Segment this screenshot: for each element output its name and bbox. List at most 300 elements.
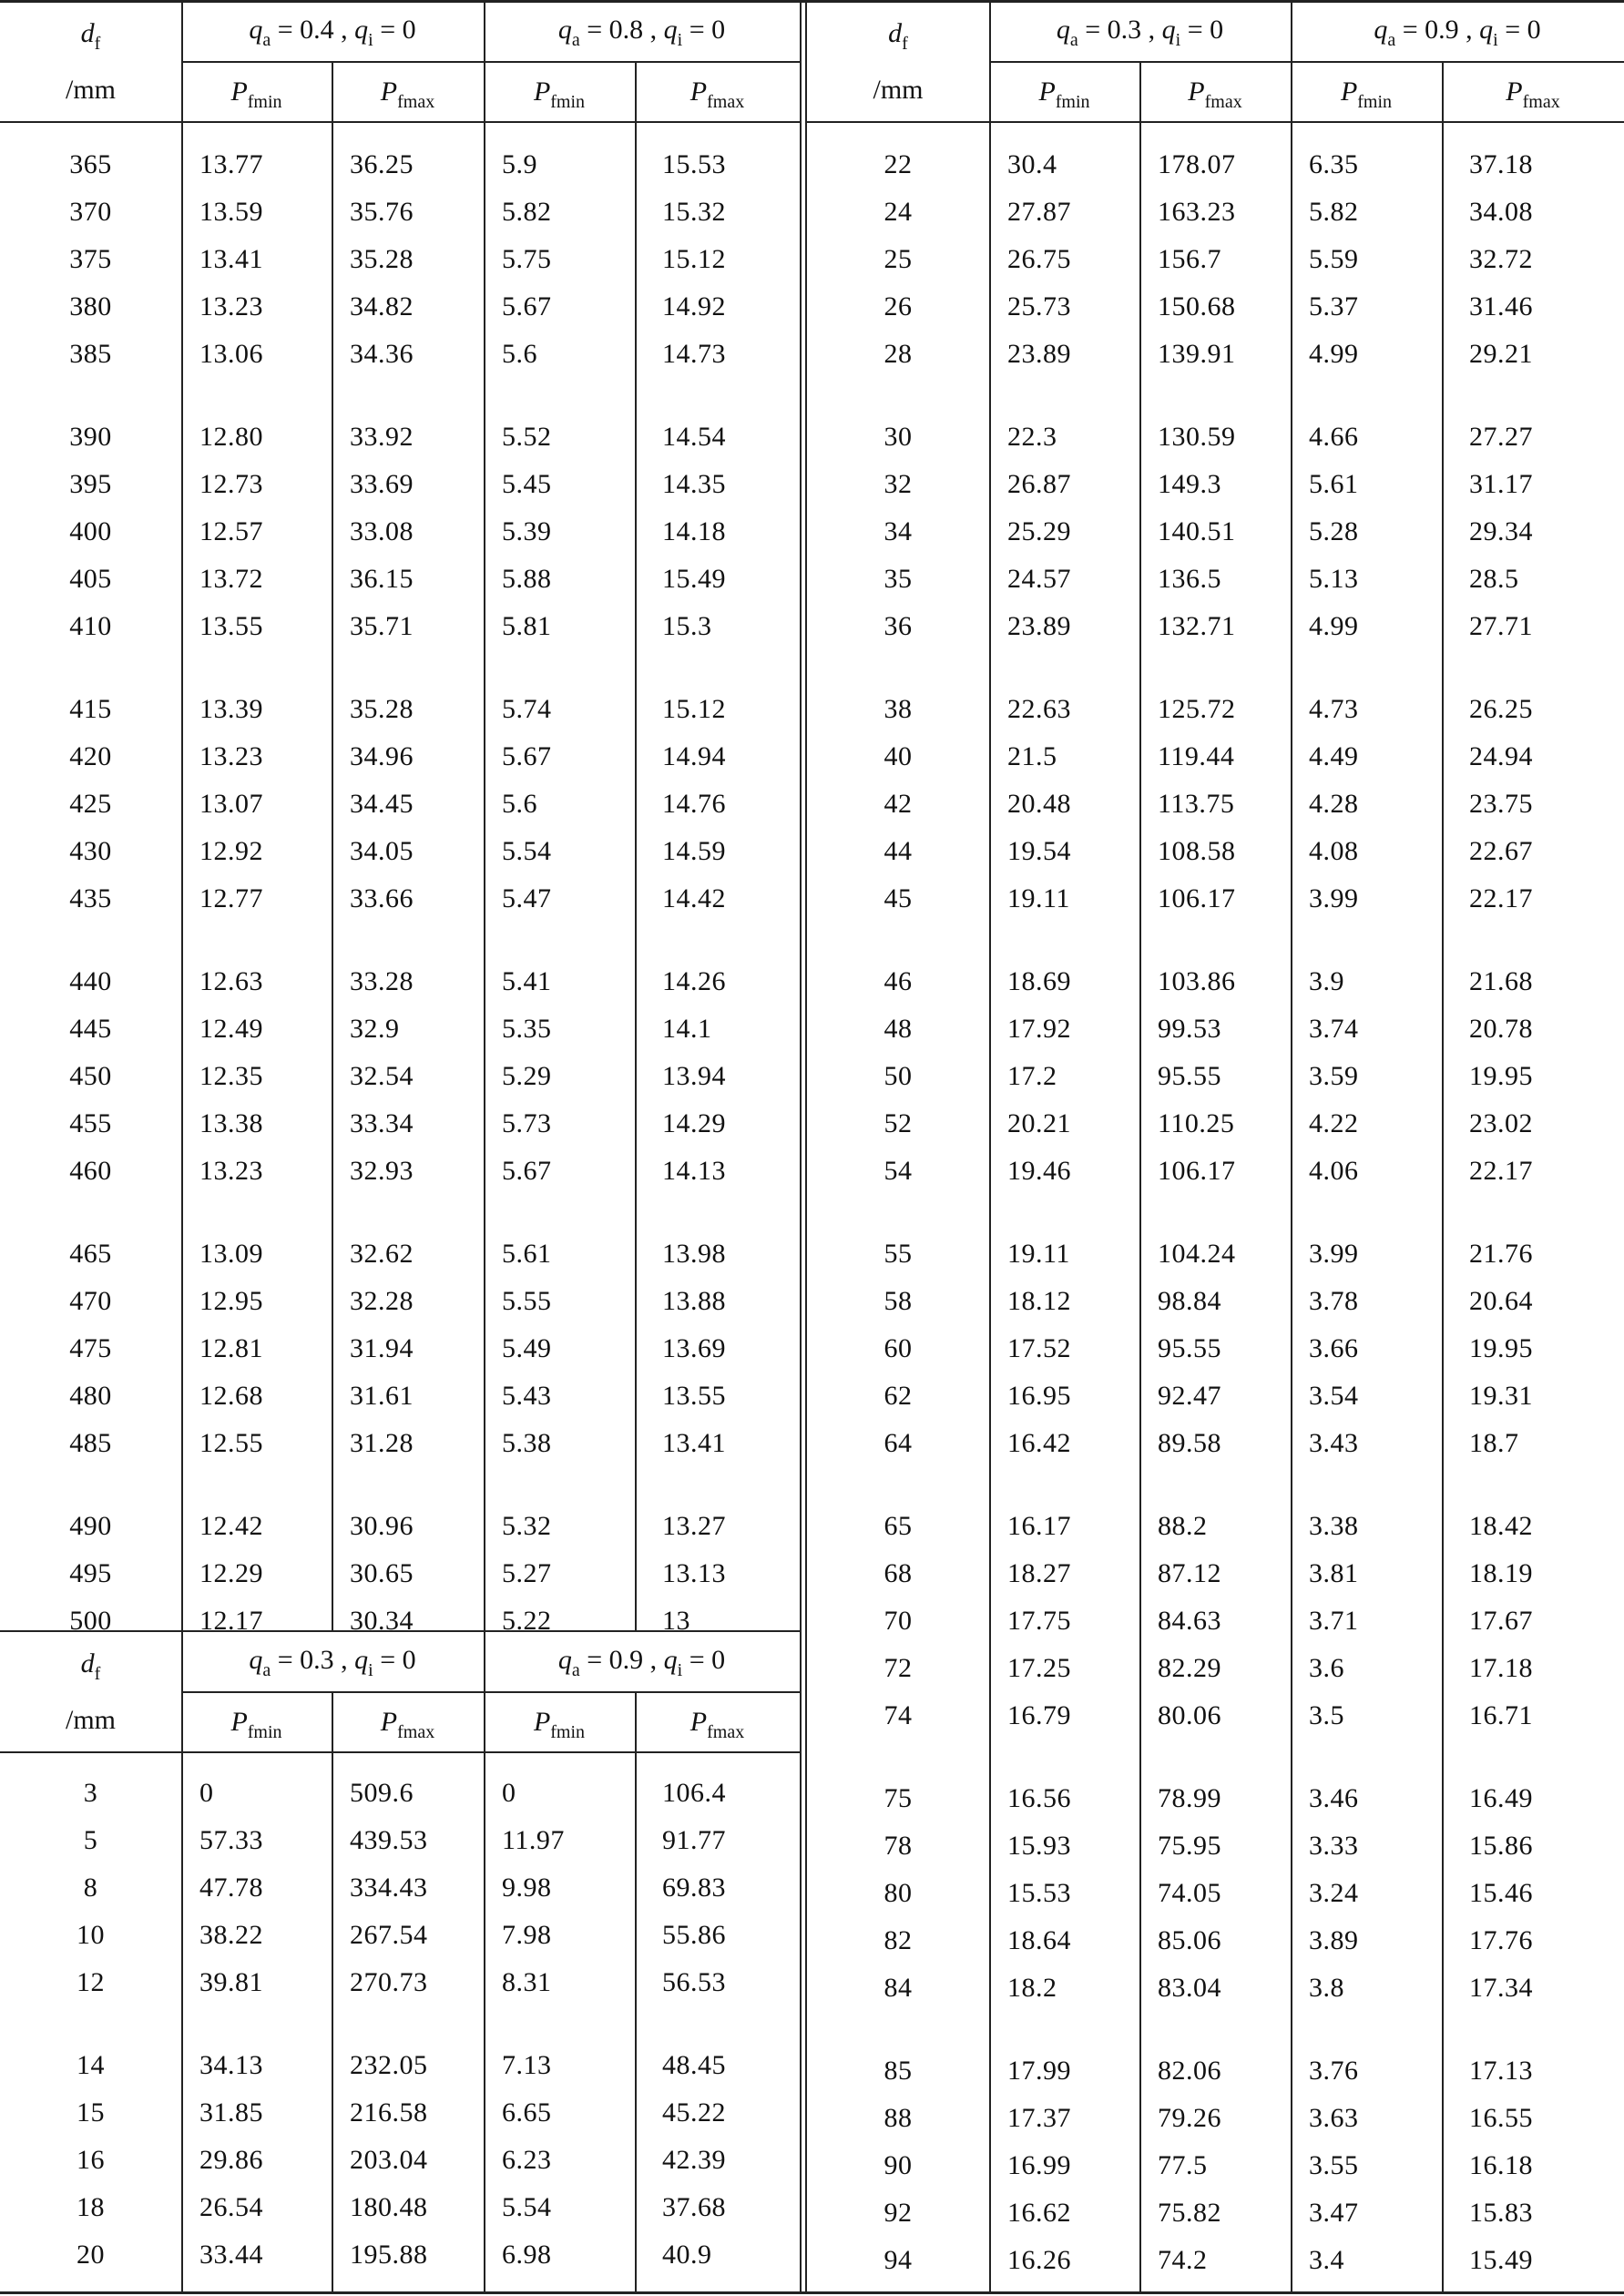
left-top-p2min-cell: 5.38 <box>502 1428 552 1458</box>
right-p1min-cell: 15.53 <box>1007 1878 1071 1908</box>
right-p1min-cell: 27.87 <box>1007 197 1071 227</box>
right-p1max-cell: 136.5 <box>1158 564 1221 594</box>
left-top-group2-label: $q_a = 0.8$ , $q_i = 0$ <box>557 15 726 50</box>
left-top-p2min-cell: 5.67 <box>502 1156 552 1186</box>
right-p1min-cell: 16.42 <box>1007 1428 1071 1458</box>
right-df-cell: 60 <box>883 1333 913 1363</box>
right-col-rule <box>989 0 991 2293</box>
left-top-p2min-cell: 5.54 <box>502 836 552 866</box>
right-p2max-cell: 37.18 <box>1469 149 1533 179</box>
left-bottom-p2max-cell: 37.68 <box>662 2192 726 2222</box>
right-p1max-cell: 178.07 <box>1158 149 1236 179</box>
left-top-p1min-cell: 12.35 <box>199 1061 263 1091</box>
right-p1max-cell: 75.95 <box>1158 1831 1221 1861</box>
right-p2max-cell: 31.46 <box>1469 291 1533 321</box>
left-bottom-p2max-cell: 45.22 <box>662 2097 726 2128</box>
left-top-p1min-cell: 13.72 <box>199 564 263 594</box>
left-bottom-p2max-cell: 69.83 <box>662 1873 726 1903</box>
right-p1min-cell: 15.93 <box>1007 1831 1071 1861</box>
right-p1max-cell: 110.25 <box>1158 1108 1235 1138</box>
left-bottom-g2-pmax: $P_{fmax}$ <box>689 1707 745 1742</box>
left-top-p2max-cell: 14.29 <box>662 1108 726 1138</box>
right-p1max-cell: 78.99 <box>1158 1783 1221 1813</box>
left-bottom-p2max-cell: 40.9 <box>662 2240 712 2270</box>
right-p1min-cell: 17.37 <box>1007 2103 1071 2133</box>
right-p1min-cell: 19.54 <box>1007 836 1071 866</box>
right-p2min-cell: 5.37 <box>1309 291 1359 321</box>
right-p2max-cell: 27.27 <box>1469 422 1533 452</box>
left-top-p2max-cell: 13.94 <box>662 1061 726 1091</box>
left-top-p2max-cell: 14.26 <box>662 966 726 996</box>
right-p1max-cell: 74.05 <box>1158 1878 1221 1908</box>
right-df-cell: 74 <box>883 1700 913 1730</box>
right-df-cell: 34 <box>883 516 913 546</box>
right-p1min-cell: 18.27 <box>1007 1558 1071 1588</box>
left-bottom-df-cell: 20 <box>77 2240 105 2270</box>
right-df-cell: 92 <box>883 2198 913 2228</box>
right-p2min-cell: 3.74 <box>1309 1014 1359 1044</box>
left-top-p2min-cell: 5.9 <box>502 149 537 179</box>
right-p2max-cell: 16.49 <box>1469 1783 1533 1813</box>
right-p2max-cell: 32.72 <box>1469 244 1533 274</box>
right-df-cell: 62 <box>883 1381 913 1411</box>
left-top-p1max-cell: 31.28 <box>350 1428 414 1458</box>
right-p2max-cell: 22.17 <box>1469 1156 1533 1186</box>
right-p1max-cell: 103.86 <box>1158 966 1236 996</box>
right-p1max-cell: 77.5 <box>1158 2150 1208 2180</box>
right-df-cell: 64 <box>883 1428 913 1458</box>
right-p2min-cell: 3.46 <box>1309 1783 1359 1813</box>
right-p1max-cell: 106.17 <box>1158 1156 1236 1186</box>
left-top-p1max-cell: 35.76 <box>350 197 414 227</box>
right-p1min-cell: 21.5 <box>1007 741 1057 771</box>
right-df-cell: 44 <box>883 836 913 866</box>
left-bottom-p1min-cell: 57.33 <box>199 1825 263 1855</box>
left-top-df-cell: 375 <box>69 244 112 274</box>
right-p2max-cell: 17.34 <box>1469 1973 1533 2003</box>
right-p2max-cell: 18.7 <box>1469 1428 1519 1458</box>
right-p1min-cell: 22.3 <box>1007 422 1057 452</box>
right-p1min-cell: 19.46 <box>1007 1156 1071 1186</box>
left-bottom-p1max-cell: 232.05 <box>350 2050 428 2080</box>
left-bottom-group2-label: $q_a = 0.9$ , $q_i = 0$ <box>557 1645 726 1680</box>
left-bottom-p2min-cell: 7.98 <box>502 1920 552 1950</box>
left-top-p1max-cell: 34.05 <box>350 836 414 866</box>
right-df-cell: 52 <box>883 1108 913 1138</box>
left-top-p2min-cell: 5.67 <box>502 291 552 321</box>
left-top-p1min-cell: 13.38 <box>199 1108 263 1138</box>
right-p1min-cell: 18.2 <box>1007 1973 1057 2003</box>
right-df-cell: 94 <box>883 2245 913 2275</box>
left-bottom-df-cell: 12 <box>77 1967 105 1997</box>
left-bottom-p1min-cell: 39.81 <box>199 1967 263 1997</box>
left-top-p2min-cell: 5.67 <box>502 741 552 771</box>
right-p2max-cell: 29.34 <box>1469 516 1533 546</box>
right-p2max-cell: 18.19 <box>1469 1558 1533 1588</box>
left-top-p2min-cell: 5.49 <box>502 1333 552 1363</box>
right-p1max-cell: 89.58 <box>1158 1428 1221 1458</box>
left-top-p2min-cell: 5.6 <box>502 339 537 369</box>
left-top-df-cell: 485 <box>69 1428 112 1458</box>
right-p1max-cell: 83.04 <box>1158 1973 1221 2003</box>
left-top-df-cell: 445 <box>69 1014 112 1044</box>
right-p2max-cell: 21.76 <box>1469 1239 1533 1269</box>
left-top-p2max-cell: 15.49 <box>662 564 726 594</box>
right-group1-label: $q_a = 0.3$ , $q_i = 0$ <box>1056 15 1224 50</box>
left-top-p2max-cell: 13.41 <box>662 1428 726 1458</box>
left-bottom-p2min-cell: 5.54 <box>502 2192 552 2222</box>
right-p1min-cell: 30.4 <box>1007 149 1057 179</box>
left-top-p2min-cell: 5.61 <box>502 1239 552 1269</box>
right-p2min-cell: 3.24 <box>1309 1878 1359 1908</box>
left-top-p2min-cell: 5.29 <box>502 1061 552 1091</box>
left-bottom-p1max-cell: 216.58 <box>350 2097 428 2128</box>
left-top-p1max-cell: 33.08 <box>350 516 414 546</box>
right-df-cell: 54 <box>883 1156 913 1186</box>
right-p2max-cell: 31.17 <box>1469 469 1533 499</box>
left-top-p1min-cell: 13.06 <box>199 339 263 369</box>
left-top-df-cell: 420 <box>69 741 112 771</box>
right-p1min-cell: 16.95 <box>1007 1381 1071 1411</box>
left-top-p2min-cell: 5.27 <box>502 1558 552 1588</box>
right-p2min-cell: 3.4 <box>1309 2245 1344 2275</box>
right-p2max-cell: 19.31 <box>1469 1381 1533 1411</box>
left-top-p1min-cell: 13.07 <box>199 789 263 819</box>
left-top-p1min-cell: 12.49 <box>199 1014 263 1044</box>
left-top-p1max-cell: 35.28 <box>350 244 414 274</box>
right-p1max-cell: 95.55 <box>1158 1333 1221 1363</box>
left-bottom-df-cell: 16 <box>77 2145 105 2175</box>
left-top-p1max-cell: 32.9 <box>350 1014 400 1044</box>
left-top-df-cell: 460 <box>69 1156 112 1186</box>
left-bottom-p1min-cell: 26.54 <box>199 2192 263 2222</box>
left-top-p1max-cell: 35.28 <box>350 694 414 724</box>
right-p1min-cell: 19.11 <box>1007 1239 1070 1269</box>
right-p2min-cell: 3.9 <box>1309 966 1344 996</box>
left-top-p2max-cell: 13.55 <box>662 1381 726 1411</box>
left-top-df-cell: 410 <box>69 611 112 641</box>
left-top-p1min-cell: 12.81 <box>199 1333 263 1363</box>
right-p2max-cell: 17.13 <box>1469 2056 1533 2086</box>
bottom-border <box>0 2291 1624 2294</box>
right-p2min-cell: 3.5 <box>1309 1700 1344 1730</box>
left-top-p1min-cell: 12.29 <box>199 1558 263 1588</box>
right-p2max-cell: 29.21 <box>1469 339 1533 369</box>
left-bottom-p1max-cell: 270.73 <box>350 1967 428 1997</box>
right-p2min-cell: 5.28 <box>1309 516 1359 546</box>
left-bottom-g2-pmin: $P_{fmin}$ <box>533 1707 586 1742</box>
left-top-p1min-cell: 12.77 <box>199 883 263 913</box>
right-p2min-cell: 3.8 <box>1309 1973 1344 2003</box>
left-top-group1-label: $q_a = 0.4$ , $q_i = 0$ <box>249 15 416 50</box>
left-bottom-p2max-cell: 91.77 <box>662 1825 726 1855</box>
left-header-mid-rule <box>181 61 800 63</box>
left-top-p2max-cell: 15.32 <box>662 197 726 227</box>
left-top-df-cell: 390 <box>69 422 112 452</box>
right-p1min-cell: 16.17 <box>1007 1511 1071 1541</box>
left-bottom-df-cell: 14 <box>77 2050 105 2080</box>
right-df-cell: 70 <box>883 1606 913 1636</box>
left-top-df-cell: 430 <box>69 836 112 866</box>
right-df-cell: 36 <box>883 611 913 641</box>
right-df-cell: 22 <box>883 149 913 179</box>
right-p2max-cell: 16.55 <box>1469 2103 1533 2133</box>
left-top-df-cell: 500 <box>69 1606 112 1636</box>
right-p2min-cell: 4.08 <box>1309 836 1359 866</box>
left-top-p2max-cell: 15.12 <box>662 244 726 274</box>
left-top-p1max-cell: 36.25 <box>350 149 414 179</box>
right-p2min-cell: 3.38 <box>1309 1511 1359 1541</box>
left-top-p1min-cell: 12.73 <box>199 469 263 499</box>
left-top-p1max-cell: 32.93 <box>350 1156 414 1186</box>
right-df-cell: 85 <box>883 2056 913 2086</box>
left-top-df-label: $d_f$ <box>80 18 101 54</box>
left-col-rule <box>332 0 333 2293</box>
right-p2min-cell: 3.99 <box>1309 1239 1359 1269</box>
right-df-cell: 50 <box>883 1061 913 1091</box>
left-top-p1min-cell: 12.63 <box>199 966 263 996</box>
right-p1max-cell: 87.12 <box>1158 1558 1221 1588</box>
left-top-p2min-cell: 5.47 <box>502 883 552 913</box>
right-p1min-cell: 26.87 <box>1007 469 1071 499</box>
left-bottom-df-cell: 5 <box>83 1825 98 1855</box>
left-top-df-cell: 365 <box>69 149 112 179</box>
left-top-p2min-cell: 5.41 <box>502 966 552 996</box>
left-bottom-p2min-cell: 0 <box>502 1778 516 1808</box>
left-top-g2-pmin: $P_{fmin}$ <box>533 77 586 112</box>
left-top-p2min-cell: 5.75 <box>502 244 552 274</box>
left-top-p1max-cell: 30.96 <box>350 1511 414 1541</box>
left-top-p1max-cell: 32.28 <box>350 1286 414 1316</box>
right-df-cell: 40 <box>883 741 913 771</box>
left-top-p2max-cell: 15.12 <box>662 694 726 724</box>
left-top-p2min-cell: 5.43 <box>502 1381 552 1411</box>
right-p2min-cell: 3.99 <box>1309 883 1359 913</box>
left-top-p1min-cell: 12.80 <box>199 422 263 452</box>
left-top-p2min-cell: 5.39 <box>502 516 552 546</box>
left-top-df-cell: 435 <box>69 883 112 913</box>
right-df-cell: 45 <box>883 883 913 913</box>
left-bottom-df-cell: 18 <box>77 2192 105 2222</box>
left-bottom-p1max-cell: 509.6 <box>350 1778 414 1808</box>
right-p1max-cell: 150.68 <box>1158 291 1236 321</box>
right-p1min-cell: 16.79 <box>1007 1700 1071 1730</box>
right-p1min-cell: 16.56 <box>1007 1783 1071 1813</box>
right-p1min-cell: 23.89 <box>1007 339 1071 369</box>
right-p1min-cell: 22.63 <box>1007 694 1071 724</box>
left-top-p2min-cell: 5.73 <box>502 1108 552 1138</box>
right-p2min-cell: 3.54 <box>1309 1381 1359 1411</box>
right-p2min-cell: 4.99 <box>1309 611 1359 641</box>
left-bottom-p1max-cell: 439.53 <box>350 1825 428 1855</box>
left-top-p1max-cell: 33.34 <box>350 1108 414 1138</box>
right-p2max-cell: 17.76 <box>1469 1925 1533 1955</box>
right-p1max-cell: 108.58 <box>1158 836 1236 866</box>
right-df-cell: 42 <box>883 789 913 819</box>
right-df-cell: 24 <box>883 197 913 227</box>
right-p2max-cell: 15.83 <box>1469 2198 1533 2228</box>
right-p1max-cell: 95.55 <box>1158 1061 1221 1091</box>
right-p2max-cell: 19.95 <box>1469 1333 1533 1363</box>
right-p2max-cell: 26.25 <box>1469 694 1533 724</box>
right-p2min-cell: 4.99 <box>1309 339 1359 369</box>
right-p2min-cell: 3.55 <box>1309 2150 1359 2180</box>
right-p1min-cell: 17.99 <box>1007 2056 1071 2086</box>
left-bottom-p2min-cell: 7.13 <box>502 2050 552 2080</box>
left-top-p1max-cell: 31.94 <box>350 1333 414 1363</box>
right-df-cell: 65 <box>883 1511 913 1541</box>
right-p1min-cell: 20.48 <box>1007 789 1071 819</box>
left-top-p2max-cell: 14.54 <box>662 422 726 452</box>
left-bottom-p1min-cell: 34.13 <box>199 2050 263 2080</box>
right-p2min-cell: 5.13 <box>1309 564 1359 594</box>
left-top-df-cell: 405 <box>69 564 112 594</box>
left-top-df-cell: 440 <box>69 966 112 996</box>
left-top-p2max-cell: 14.1 <box>662 1014 712 1044</box>
right-p1max-cell: 79.26 <box>1158 2103 1221 2133</box>
left-top-p1max-cell: 32.62 <box>350 1239 414 1269</box>
right-p2min-cell: 3.66 <box>1309 1333 1359 1363</box>
left-col-rule <box>181 0 183 2293</box>
left-bottom-p2max-cell: 48.45 <box>662 2050 726 2080</box>
left-top-df-cell: 490 <box>69 1511 112 1541</box>
right-p1max-cell: 99.53 <box>1158 1014 1221 1044</box>
left-bottom-p1max-cell: 195.88 <box>350 2240 428 2270</box>
left-top-p2min-cell: 5.74 <box>502 694 552 724</box>
top-border <box>0 0 1624 3</box>
left-top-p1max-cell: 34.36 <box>350 339 414 369</box>
left-top-df-cell: 475 <box>69 1333 112 1363</box>
right-p1max-cell: 88.2 <box>1158 1511 1208 1541</box>
right-col-rule <box>1442 0 1444 2293</box>
left-top-p1min-cell: 13.77 <box>199 149 263 179</box>
right-p2max-cell: 15.49 <box>1469 2245 1533 2275</box>
left-top-p1max-cell: 33.28 <box>350 966 414 996</box>
right-col-rule <box>1291 0 1292 2293</box>
left-bottom-p1max-cell: 267.54 <box>350 1920 428 1950</box>
right-p1max-cell: 139.91 <box>1158 339 1236 369</box>
right-p2max-cell: 19.95 <box>1469 1061 1533 1091</box>
center-double-rule-a <box>800 0 802 2293</box>
right-p1min-cell: 20.21 <box>1007 1108 1071 1138</box>
right-header-mid-rule <box>989 61 1624 63</box>
right-df-cell: 35 <box>883 564 913 594</box>
left-top-p2max-cell: 15.53 <box>662 149 726 179</box>
left-top-df-cell: 470 <box>69 1286 112 1316</box>
right-df-cell: 84 <box>883 1973 913 2003</box>
left-top-df-cell: 370 <box>69 197 112 227</box>
right-df-cell: 28 <box>883 339 913 369</box>
left-bottom-p2max-cell: 42.39 <box>662 2145 726 2175</box>
right-p2min-cell: 3.78 <box>1309 1286 1359 1316</box>
right-p2min-cell: 3.59 <box>1309 1061 1359 1091</box>
left-top-p2max-cell: 14.92 <box>662 291 726 321</box>
left-top-p1max-cell: 30.65 <box>350 1558 414 1588</box>
left-bottom-df-label: $d_f$ <box>80 1648 101 1684</box>
left-top-p1min-cell: 13.39 <box>199 694 263 724</box>
right-p2max-cell: 28.5 <box>1469 564 1519 594</box>
right-p1min-cell: 17.92 <box>1007 1014 1071 1044</box>
left-bottom-p1min-cell: 33.44 <box>199 2240 263 2270</box>
right-p1max-cell: 149.3 <box>1158 469 1221 499</box>
left-top-p1min-cell: 13.59 <box>199 197 263 227</box>
right-p1max-cell: 75.82 <box>1158 2198 1221 2228</box>
left-section2-mid-rule <box>181 1691 800 1693</box>
right-p1min-cell: 24.57 <box>1007 564 1071 594</box>
left-top-p2max-cell: 13.69 <box>662 1333 726 1363</box>
right-g2-pmin: $P_{fmin}$ <box>1340 77 1393 112</box>
right-p1max-cell: 98.84 <box>1158 1286 1221 1316</box>
right-p2max-cell: 17.18 <box>1469 1653 1533 1683</box>
left-top-p1max-cell: 34.82 <box>350 291 414 321</box>
left-bottom-g1-pmax: $P_{fmax}$ <box>380 1707 435 1742</box>
left-bottom-p2min-cell: 6.65 <box>502 2097 552 2128</box>
right-df-cell: 58 <box>883 1286 913 1316</box>
right-df-cell: 90 <box>883 2150 913 2180</box>
right-p2max-cell: 24.94 <box>1469 741 1533 771</box>
right-p2min-cell: 4.73 <box>1309 694 1359 724</box>
left-top-p2max-cell: 13.13 <box>662 1558 726 1588</box>
right-p2max-cell: 22.17 <box>1469 883 1533 913</box>
left-top-p2max-cell: 14.94 <box>662 741 726 771</box>
left-top-p2max-cell: 14.42 <box>662 883 726 913</box>
left-top-g1-pmax: $P_{fmax}$ <box>380 77 435 112</box>
right-df-cell: 72 <box>883 1653 913 1683</box>
left-top-p2max-cell: 14.35 <box>662 469 726 499</box>
left-top-p1min-cell: 12.55 <box>199 1428 263 1458</box>
right-df-cell: 46 <box>883 966 913 996</box>
right-df-cell: 75 <box>883 1783 913 1813</box>
right-p2min-cell: 4.49 <box>1309 741 1359 771</box>
right-p2min-cell: 3.63 <box>1309 2103 1359 2133</box>
right-p1max-cell: 82.06 <box>1158 2056 1221 2086</box>
left-bottom-p1min-cell: 47.78 <box>199 1873 263 1903</box>
left-top-df-cell: 495 <box>69 1558 112 1588</box>
right-g1-pmax: $P_{fmax}$ <box>1188 77 1242 112</box>
right-p2min-cell: 5.59 <box>1309 244 1359 274</box>
left-top-p1min-cell: 12.57 <box>199 516 263 546</box>
right-p1max-cell: 125.72 <box>1158 694 1236 724</box>
left-bottom-p2min-cell: 9.98 <box>502 1873 552 1903</box>
left-top-p2max-cell: 13 <box>662 1606 690 1636</box>
right-df-cell: 80 <box>883 1878 913 1908</box>
right-group2-label: $q_a = 0.9$ , $q_i = 0$ <box>1374 15 1541 50</box>
left-bottom-df-cell: 15 <box>77 2097 105 2128</box>
left-bottom-p2min-cell: 6.98 <box>502 2240 552 2270</box>
left-top-df-cell: 465 <box>69 1239 112 1269</box>
right-df-cell: 48 <box>883 1014 913 1044</box>
left-top-g2-pmax: $P_{fmax}$ <box>689 77 745 112</box>
right-p1max-cell: 130.59 <box>1158 422 1236 452</box>
left-top-p1min-cell: 13.41 <box>199 244 263 274</box>
right-p1max-cell: 84.63 <box>1158 1606 1221 1636</box>
right-df-cell: 38 <box>883 694 913 724</box>
left-top-df-cell: 380 <box>69 291 112 321</box>
right-p2min-cell: 5.61 <box>1309 469 1359 499</box>
left-top-p1max-cell: 30.34 <box>350 1606 414 1636</box>
left-top-p1max-cell: 34.45 <box>350 789 414 819</box>
left-top-p2min-cell: 5.45 <box>502 469 552 499</box>
left-bottom-p2min-cell: 8.31 <box>502 1967 552 1997</box>
left-top-p1min-cell: 13.23 <box>199 291 263 321</box>
right-df-cell: 26 <box>883 291 913 321</box>
right-col-rule <box>1139 0 1141 2293</box>
right-p1max-cell: 80.06 <box>1158 1700 1221 1730</box>
left-bottom-group1-label: $q_a = 0.3$ , $q_i = 0$ <box>249 1645 416 1680</box>
right-p2max-cell: 16.71 <box>1469 1700 1533 1730</box>
right-p1min-cell: 17.75 <box>1007 1606 1071 1636</box>
left-bottom-g1-pmin: $P_{fmin}$ <box>230 1707 282 1742</box>
